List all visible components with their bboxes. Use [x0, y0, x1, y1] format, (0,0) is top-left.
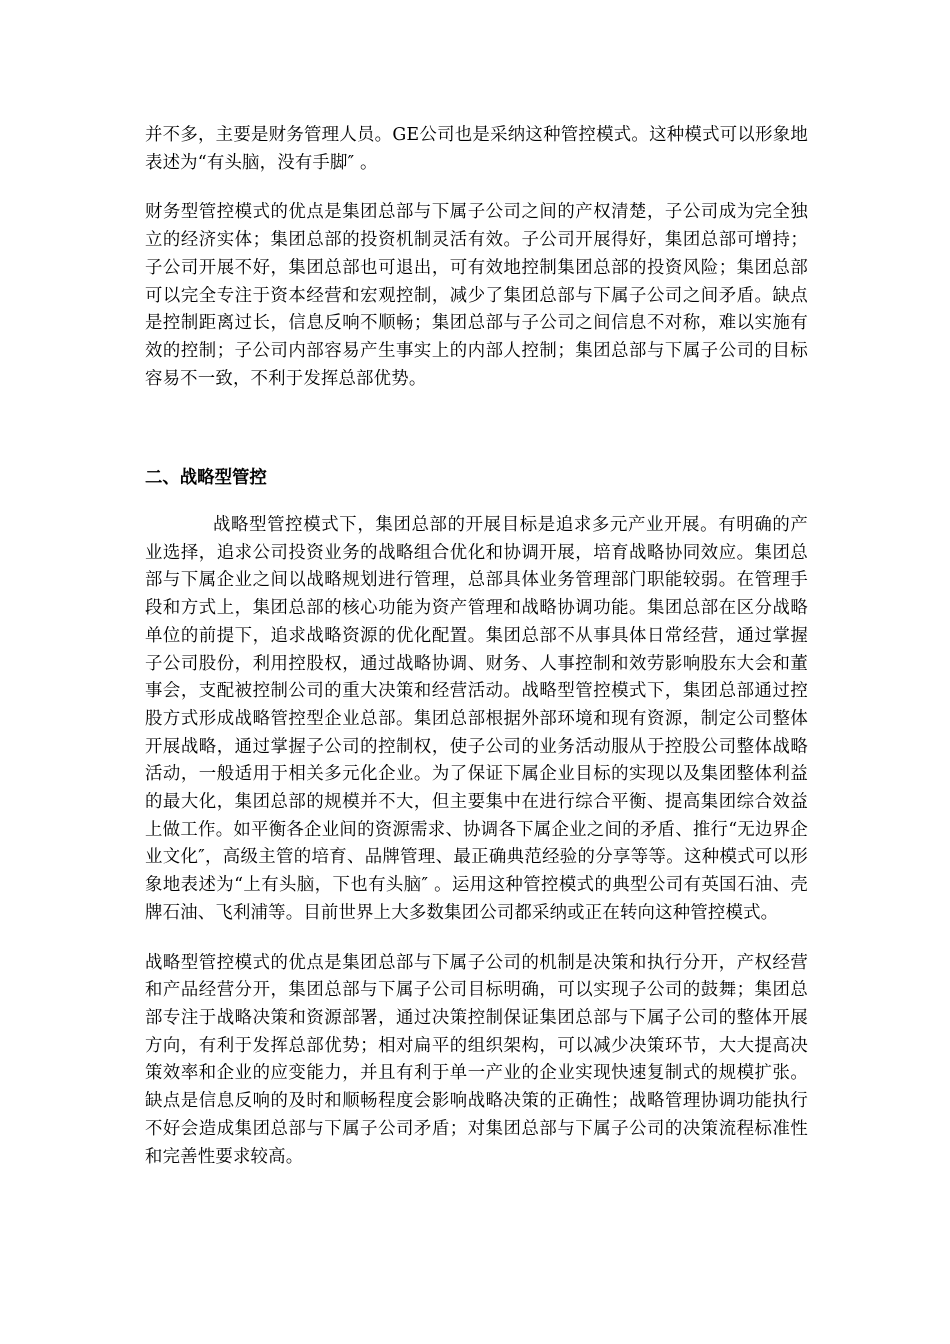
document-body	[145, 122, 808, 1171]
paragraph-financial-control-pros-cons: 财务型管控模式的优点是集团总部与下属子公司之间的产权清楚，子公司成为完全独立的经济实体；集团总部的投资机制灵活有效。子公司开展得好，集团总部可增持；子公司开展不好，集团总部也可退出，可有效地控制集团总部的投资风险；集团总部可以完全专注于资本经营和宏观控制，减少了集团总部与下属子公司之间矛盾。缺点是控制距离过长，信息反响不顺畅；集团总部与子公司之间信息不对称，难以实施有效的控制；子公司内部容易产生事实上的内部人控制；集团总部与下属子公司的目标容易不一致，不利于发挥总部优势。	[145, 202, 808, 389]
paragraph-strategic-control-pros-cons: 战略型管控模式的优点是集团总部与下属子公司的机制是决策和执行分开，产权经营和产品经营分开，集团总部与下属子公司目标明确，可以实现子公司的鼓舞；集团总部专注于战略决策和资源部署，通过决策控制保证集团总部与下属子公司的整体开展方向，有利于发挥总部优势；相对扁平的组织架构，可以减少决策环节，大大提高决策效率和企业的应变能力，并且有利于单一产业的企业实现快速复制式的规模扩张。缺点是信息反响的及时和顺畅程度会影响战略决策的正确性；战略管理协调功能执行不好会造成集团总部与下属子公司矛盾；对集团总部与下属子公司的决策流程标准性和完善性要求较高。	[145, 952, 808, 1167]
section-heading-strategic-control: 二、战略型管控	[145, 468, 267, 489]
paragraph-continuation: 并不多，主要是财务管理人员。GE公司也是采纳这种管控模式。这种模式可以形象地表述为“有头脑，没有手脚″ 。	[145, 125, 808, 173]
paragraph-strategic-control-description: 战略型管控模式下，集团总部的开展目标是追求多元产业开展。有明确的产业选择，追求公司投资业务的战略组合优化和协调开展，培育战略协同效应。集团总部与下属企业之间以战略规划进行管理，总部具体业务管理部门职能较弱。在管理手段和方式上，集团总部的核心功能为资产管理和战略协调功能。集团总部在区分战略单位的前提下，追求战略资源的优化配置。集团总部不从事具体日常经营，通过掌握子公司股份，利用控股权，通过战略协调、财务、人事控制和效劳影响股东大会和董事会，支配被控制公司的重大决策和经营活动。战略型管控模式下，集团总部通过控股方式形成战略管控型企业总部。集团总部根据外部环境和现有资源，制定公司整体开展战略，通过掌握子公司的控制权，使子公司的业务活动服从于控股公司整体战略活动，一般适用于相关多元化企业。为了保证下属企业目标的实现以及集团整体利益的最大化，集团总部的规模并不大，但主要集中在进行综合平衡、提高集团综合效益上做工作。如平衡各企业间的资源需求、协调各下属企业之间的矛盾、推行“无边界企业文化″，高级主管的培育、品牌管理、最正确典范经验的分享等等。这种模式可以形象地表述为“上有头脑，下也有头脑″ 。运用这种管控模式的典型公司有英国石油、壳牌石油、飞利浦等。目前世界上大多数集团公司都采纳或正在转向这种管控模式。	[145, 515, 808, 923]
